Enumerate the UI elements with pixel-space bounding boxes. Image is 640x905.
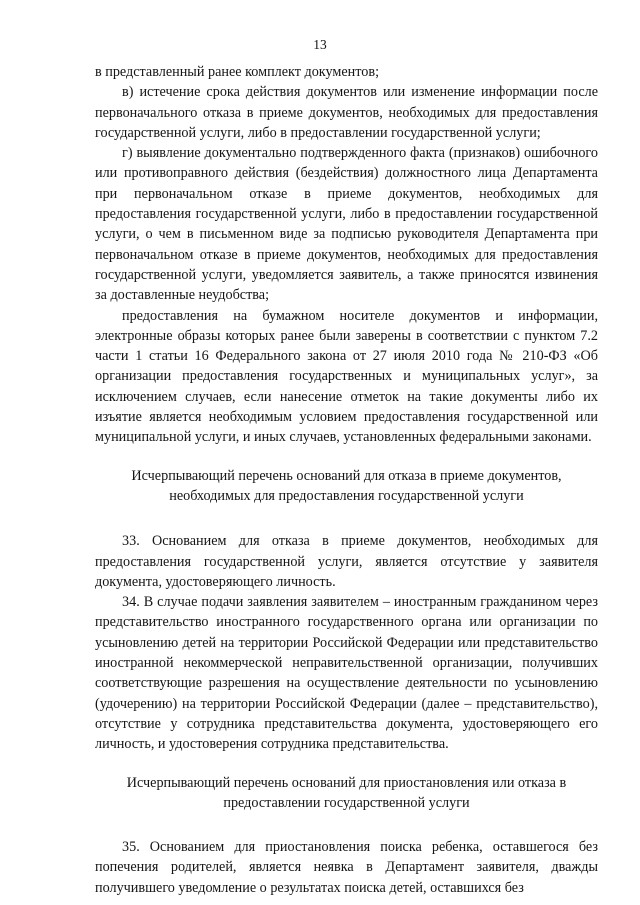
paragraph-item-g: г) выявление документально подтвержденного факта (признаков) ошибочного или противоправного действия (бездействия) должностного лица Департамента при первоначальном отказе в приеме документов, необходимых для предоставления государственной услуги, либо в предоставлении государственной услуги, о чем в письменном виде за подписью руководителя Департамента при первоначальном отказе в приеме документов, необходимых для предоставления государственной услуги, уведомляется заявитель, а также приносятся извинения за доставленные неудобства; bbox=[95, 145, 598, 304]
paragraph-33: 33. Основанием для отказа в приеме документов, необходимых для предоставления государственной услуги, является отсутствие у заявителя документа, удостоверяющего личность. bbox=[95, 533, 598, 590]
paragraph-35: 35. Основанием для приостановления поиска ребенка, оставшегося без попечения родителей, является неявка в Департамент заявителя, дважды получившего уведомление о результатах поиска детей, оставшихся без bbox=[95, 839, 598, 896]
section-heading-suspension: Исчерпывающий перечень оснований для приостановления или отказа в предоставлении государственной услуги bbox=[126, 774, 567, 811]
paragraph-34: 34. В случае подачи заявления заявителем – иностранным гражданином через представительство иностранного государственного органа или организации по усыновлению детей на территории Российской Федерации или представительство иностранной некоммерческой неправительственной организации, получивших соответствующие разрешения на осуществление деятельности по усыновлению (удочерению) на территории Российской Федерации (далее – представительство), отсутствие у сотрудника представительства документа, удостоверяющего его личность, и удостоверения сотрудника представительства. bbox=[95, 594, 598, 753]
paragraph-item-v: в) истечение срока действия документов или изменение информации после первоначального отказа в приеме документов, необходимых для предоставления государственной услуги, либо в предоставлении государственной услуги; bbox=[95, 84, 598, 141]
section-heading-refusal-documents: Исчерпывающий перечень оснований для отказа в приеме документов, необходимых для предоставления государственной услуги bbox=[131, 467, 562, 504]
paragraph-electronic-images: предоставления на бумажном носителе документов и информации, электронные образы которых ранее были заверены в соответствии с пунктом 7.2 части 1 статьи 16 Федерального закона от 27 июля 2010 года № 210-ФЗ «Об организации предоставления государственных и муниципальных услуг», за исключением случаев, если нанесение отметок на такие документы либо их изъятие является необходимым условием предоставления государственной или муниципальной услуги, и иных случаев, установленных федеральными законами. bbox=[95, 307, 598, 446]
paragraph-continuation: в представленный ранее комплект документов; bbox=[95, 64, 380, 80]
page-number: 13 bbox=[313, 37, 327, 52]
document-body bbox=[95, 62, 598, 898]
